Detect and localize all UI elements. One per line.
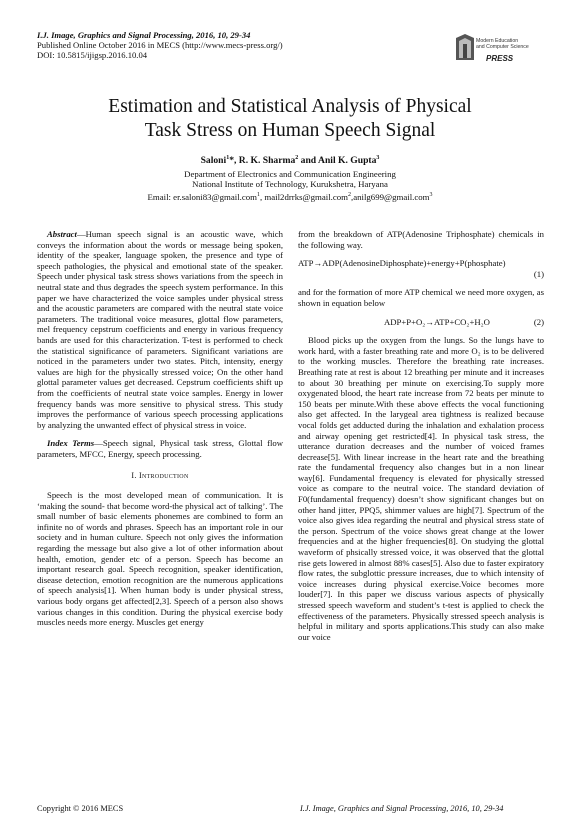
email-3: ,anilg699@gmail.com [351,191,430,202]
equation-2 [298,317,544,328]
email-2: , mail2drrks@gmail.com [260,191,349,202]
footer-copyright: Copyright © 2016 MECS [37,804,124,813]
equation-1-number: (1) [533,268,544,279]
logo-press: PRESS [486,54,514,63]
affiliation [40,169,540,202]
paper-title: Estimation and Statistical Analysis of Physical Task Stress on Human Speech Signal [108,96,472,141]
department: Department of Electronics and Communication Engineering [184,169,396,179]
abstract-text: —Human speech signal is an acoustic wave, which conveys the information about the words or message being spoken, identity of the speaker, language spoken, the presence and type of speech pathologies, the physical and emotional state of the speaker. Speech under physical task stress shows variations from the speech in neutral state and thus degrades the speech system performance. In this paper we have characterized the voice samples under physical stress and the acoustic parameters are compared with the neutral state voice parameters. The traditional voice measures, glottal flow parameters, mel frequency cepstrum coefficients and energy in various frequency bands are used for this characterization. T-test is performed to check the statistical significance of parameters. Significant variations are noticed in the parameters under two states. Pitch, intensity, energy values are high for the physically stressed voice; On the other hand glottal parameter values get decreased. Cepstrum coefficients shift up from the coefficients of neutral state voice samples. Energy in lower frequency bands was more sensitive to physical stress. This study improves the performance of various speech processing applications by analyzing the unwanted effect of physical stress in voice. [37,229,283,430]
abstract-label: Abstract [47,229,77,239]
atp-paragraph: from the breakdown of ATP(Adenosine Triphosphate) chemicals in the following way. [298,229,544,250]
author-3: Anil K. Gupta [318,155,377,167]
index-terms-text: —Speech signal, Physical task stress, Glottal flow parameters, MFCC, Energy, speech processing. [37,438,283,459]
equation-2-number: (2) [533,316,544,327]
mecs-logo-icon [454,32,476,62]
blood-paragraph: Blood picks up the oxygen from the lungs. So the lungs have to work hard, with a faster breathing rate and more O₂ is to be delivered to the working muscles. Therefore the breathing rate increases. Breathing rate at rest is about 12 breathing per minute and it increases to about 30 breathing per minute on exercising.To supply more oxygenated blood, the heart rate increase from 72 beats per minute to 150 beats per minute.With these above effects the vocal functioning also get affected. In the larygeal area tightness is realized because vocal folds get adducted during the inhalation and exhalation process and airway opening get restricted[4]. In physical task stress, the utterance duration decreases and the number of voiced frames decrease[5]. With linear increase in the heart rate and the breathing rate the fundamental frequency also changes but in a non linear way[6]. Fundamental frequency is elevated for physically stressed voice as compare to the neutral voice. The standard deviation of F0(fundamental frequency) doesn’t show significant changes but on other hand jitter, PPQ5, shimmer values are high[7]. Spectrum of the voice also gives idea regarding the neutral and physical stress state of the person. Spectrum of the voice shows great change at the lower frequencies and at the higher frequencies[8]. On studying the glottal waveform of phsically stressed voice, it was observed that the glottal rise gets lowered in almost 88% cases[5]. Also due to faster expiratory flow rates, the subglottic pressure increases, due to which intensity of voice increases during physical exercise.Voice becomes more louder[7]. In this paper we discuss various aspects of physically stressed speech waveform and student’s t-test is applied to check the effectiveness of the parameters. Physically stressed speech analysis is helpful in military and sports applications.This study can also make our voice [298,335,544,642]
equation-1: ATP→ADP(AdenosineDiphosphate)+energy+P(phosphate) [298,258,506,269]
doi-line: DOI: 10.5815/ijigsp.2016.10.04 [37,50,148,60]
mecs-logo [454,28,544,68]
intro-paragraph: Speech is the most developed mean of communication. It is ‘making the sound- that become word-the physical act of talking’. The small number of basic elements phonemes are combined to form an infinite no of words and phrases. Speech has an important role in our society and in human culture. Speech not only gives the information regarding the message but also give a lot of other information about health, emotion, gender etc of a person. Speech has become an important research goal. Speech recognition, speaker identification, disease detection, emotion recognition are the numerous applications of speech analysis[1]. When human body is under physical stress, various body organs get affected[2,3]. Speech of a person also shows various changes in this condition. During the physical exercise body muscles needs more energy. Muscles get energy [37,490,283,628]
published-line: Published Online October 2016 in MECS (http://www.mecs-press.org/) [37,40,283,50]
author-list: Saloni$^1$*, R. K. Sharma$^2$ and Anil K. Gupta$^3$ [200,155,380,167]
equation-2-text: ADP+P+O₂→ATP+CO₂+H₂O [384,316,490,327]
section-heading-introduction: I. Introduction [131,471,189,481]
institution: National Institute of Technology, Kurukshetra, Haryana [192,179,388,190]
author-1: Saloni [200,155,227,167]
email-1: er.saloni83@gmail.com [173,191,258,202]
left-column [37,229,283,628]
index-terms-label: Index Terms [47,438,95,449]
emails: Email: er.saloni83@gmail.com$^1$, mail2drrks@gmail.com$^2$,anilg699@gmail.com$^3$ [147,191,433,202]
logo-text: Modern Education and Computer Science [476,38,529,50]
journal-citation: I.J. Image, Graphics and Signal Processing, 2016, 10, 29-34 [37,30,251,40]
footer-citation: I.J. Image, Graphics and Signal Processing, 2016, 10, 29-34 [300,804,504,813]
right-column [298,229,544,642]
index-terms [37,438,283,459]
abstract [37,229,283,430]
author-2: R. K. Sharma [238,155,296,167]
oxygen-paragraph: and for the formation of more ATP chemical we need more oxygen, as shown in equation below [298,287,544,308]
